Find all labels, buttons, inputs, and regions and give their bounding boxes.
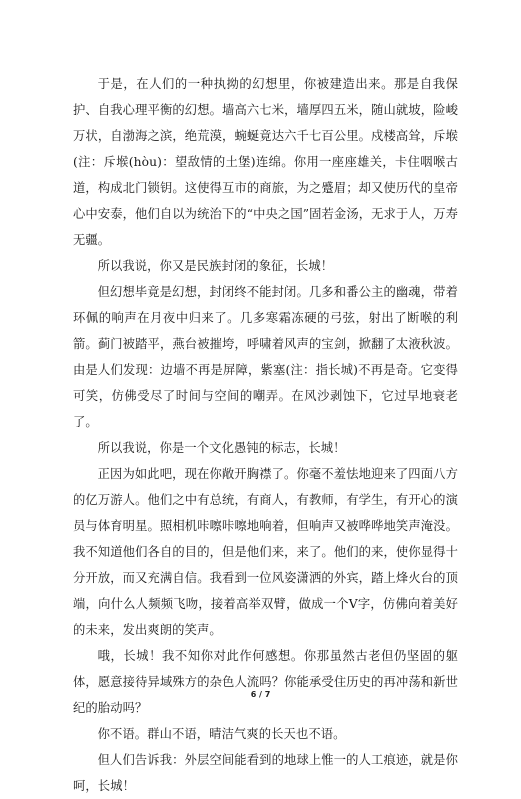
paragraph-4: 所以我说，你是一个文化愚钝的标志，长城！ (97, 441, 346, 455)
paragraph-8: 但人们告诉我：外层空间能看到的地球上惟一的人工痕迹，就是你呵，长城！ (73, 753, 458, 793)
paragraph-6: 哦，长城！我不知你对此作何感想。你那虽然古老但仍坚固的躯体，愿意接待异域殊方的杂色人流吗？你能承受住历史的再冲荡和新世纪的胎动吗？ (73, 649, 458, 715)
paragraph-7: 你不语。群山不语，晴洁气爽的长天也不语。 (97, 727, 346, 741)
paragraph-2: 所以我说，你又是民族封闭的象征，长城！ (97, 259, 334, 273)
paragraph-1: 于是，在人们的一种执拗的幻想里，你被建造出来。那是自我保护、自我心理平衡的幻想。墙高六七米，墙厚四五米，随山就坡，险峻万状，自渤海之滨，绝荒漠，蜿蜒竟达六千七百公里。戍楼高耸，斥堠(注：斥堠(hòu)：望敌情的土堡)连绵。你用一座座雄关，卡住咽喉古道，构成北门锁钥。这使得互市的商旅，为之蹙眉；却又使历代的皇帝心中安泰，他们自以为统治下的“中央之国”固若金汤，无求于人，万寿无疆。 (73, 77, 458, 247)
page-number: 6 / 7 (250, 690, 271, 699)
paragraph-3: 但幻想毕竟是幻想，封闭终不能封闭。几多和番公主的幽魂，带着环佩的响声在月夜中归来了。几多寒霜冻硬的弓弦，射出了断喉的利箭。蓟门被踏平，燕台被摧垮，呼啸着风声的宝剑，掀翻了太液秋波。由是人们发现：边墙不再是屏障，紫塞(注：指长城)不再是奇。它变得可笑，仿佛受尽了时间与空间的嘲弄。在风沙剥蚀下，它过早地衰老了。 (73, 285, 458, 429)
paragraph-5: 正因为如此吧，现在你敞开胸襟了。你毫不羞怯地迎来了四面八方的亿万游人。他们之中有总统，有商人，有教师，有学生，有开心的演员与体育明星。照相机咔嚓咔嚓地响着，但响声又被哗哗地笑声淹没。我不知道他们各自的目的，但是他们来，来了。他们的来，使你显得十分开放，而又充满自信。我看到一位风姿潇洒的外宾，踏上烽火台的顶端，向什么人频频飞吻，接着高举双臂，做成一个V字，仿佛向着美好的未来，发出爽朗的笑声。 (73, 467, 458, 637)
